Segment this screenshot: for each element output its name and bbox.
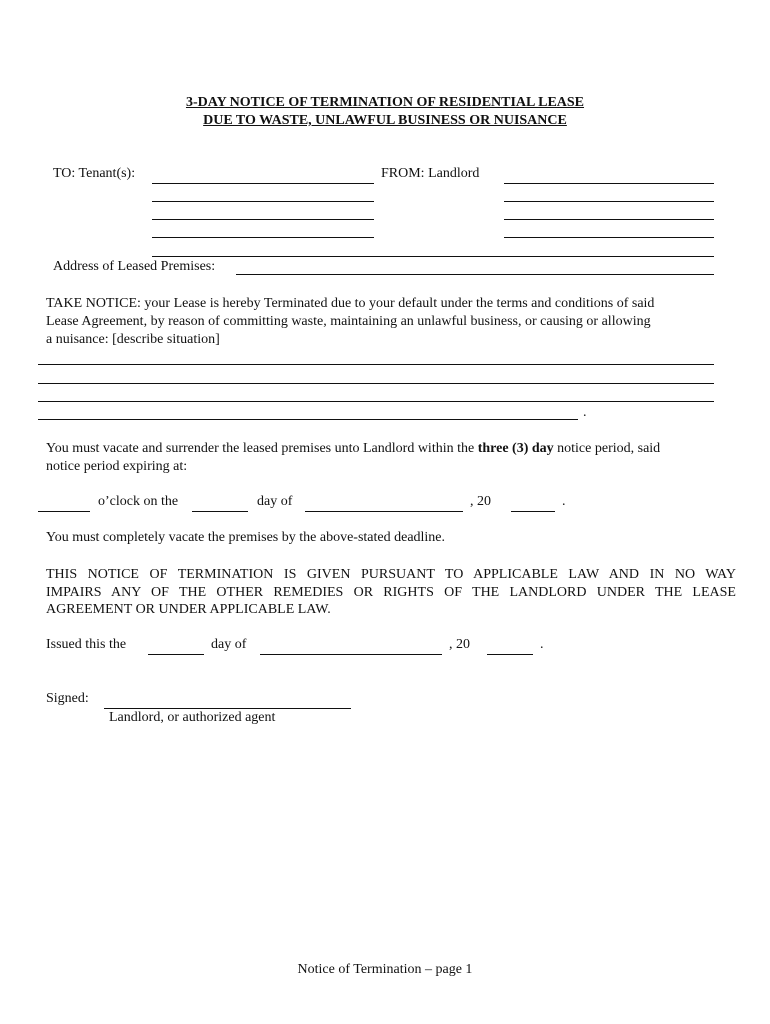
issued-day-of-label: day of bbox=[211, 637, 247, 652]
document-title-line-1: 3-DAY NOTICE OF TERMINATION OF RESIDENTIAL LEASE bbox=[185, 95, 585, 110]
issued-end-period: . bbox=[540, 637, 544, 652]
expiry-year-line[interactable] bbox=[511, 511, 555, 512]
legal-line-1: THIS NOTICE OF TERMINATION IS GIVEN PURSUANT TO APPLICABLE LAW AND IN NO WAY bbox=[46, 567, 736, 582]
expiry-month-line[interactable] bbox=[305, 511, 463, 512]
landlord-name-line-3[interactable] bbox=[504, 219, 714, 220]
signed-label: Signed: bbox=[46, 691, 89, 706]
situation-period: . bbox=[583, 405, 587, 420]
vacate-text-after: notice period, said bbox=[557, 441, 661, 456]
vacate-bold-period: three (3) day bbox=[477, 441, 554, 456]
vacate-text-before: You must vacate and surrender the leased premises unto Landlord within the bbox=[46, 441, 475, 456]
issued-label: Issued this the bbox=[46, 637, 127, 652]
legal-line-2: IMPAIRS ANY OF THE OTHER REMEDIES OR RIGHTS OF THE LANDLORD UNDER THE LEASE bbox=[46, 585, 736, 600]
deadline-text: You must completely vacate the premises by the above-stated deadline. bbox=[46, 530, 446, 545]
expiry-end-period: . bbox=[562, 494, 566, 509]
address-line-2[interactable] bbox=[236, 274, 714, 275]
expiry-day-of-label: day of bbox=[257, 494, 293, 509]
oclock-label: o’clock on the bbox=[98, 494, 179, 509]
expiry-day-line[interactable] bbox=[192, 511, 248, 512]
take-notice-line-3: a nuisance: [describe situation] bbox=[46, 332, 220, 347]
document-title-line-2: DUE TO WASTE, UNLAWFUL BUSINESS OR NUISANCE bbox=[203, 113, 567, 128]
page-footer: Notice of Termination – page 1 bbox=[297, 962, 473, 977]
situation-line-4[interactable] bbox=[38, 419, 578, 420]
issued-day-line[interactable] bbox=[148, 654, 204, 655]
tenant-name-line-1[interactable] bbox=[152, 183, 374, 184]
address-label: Address of Leased Premises: bbox=[53, 259, 216, 274]
landlord-name-line-4[interactable] bbox=[504, 237, 714, 238]
landlord-name-line-2[interactable] bbox=[504, 201, 714, 202]
tenant-name-line-2[interactable] bbox=[152, 201, 374, 202]
landlord-label: FROM: Landlord bbox=[381, 166, 480, 181]
tenant-name-line-3[interactable] bbox=[152, 219, 374, 220]
expiry-year-prefix: , 20 bbox=[470, 494, 491, 509]
issued-month-line[interactable] bbox=[260, 654, 442, 655]
situation-line-1[interactable] bbox=[38, 364, 714, 365]
address-line-1[interactable] bbox=[152, 256, 714, 257]
legal-line-3: AGREEMENT OR UNDER APPLICABLE LAW. bbox=[46, 602, 331, 617]
situation-line-3[interactable] bbox=[38, 401, 714, 402]
landlord-name-line-1[interactable] bbox=[504, 183, 714, 184]
take-notice-line-2: Lease Agreement, by reason of committing waste, maintaining an unlawful business, or causing or allowing bbox=[46, 314, 651, 329]
vacate-line-2: notice period expiring at: bbox=[46, 459, 188, 474]
tenant-name-line-4[interactable] bbox=[152, 237, 374, 238]
situation-line-2[interactable] bbox=[38, 383, 714, 384]
expiry-hour-line[interactable] bbox=[38, 511, 90, 512]
issued-year-line[interactable] bbox=[487, 654, 533, 655]
issued-year-prefix: , 20 bbox=[449, 637, 470, 652]
tenant-label: TO: Tenant(s): bbox=[53, 166, 136, 181]
signature-caption: Landlord, or authorized agent bbox=[109, 710, 276, 725]
vacate-line-1 bbox=[46, 441, 660, 457]
take-notice-line-1: TAKE NOTICE: your Lease is hereby Terminated due to your default under the terms and conditions of said bbox=[46, 296, 655, 311]
signature-line[interactable] bbox=[104, 708, 351, 709]
